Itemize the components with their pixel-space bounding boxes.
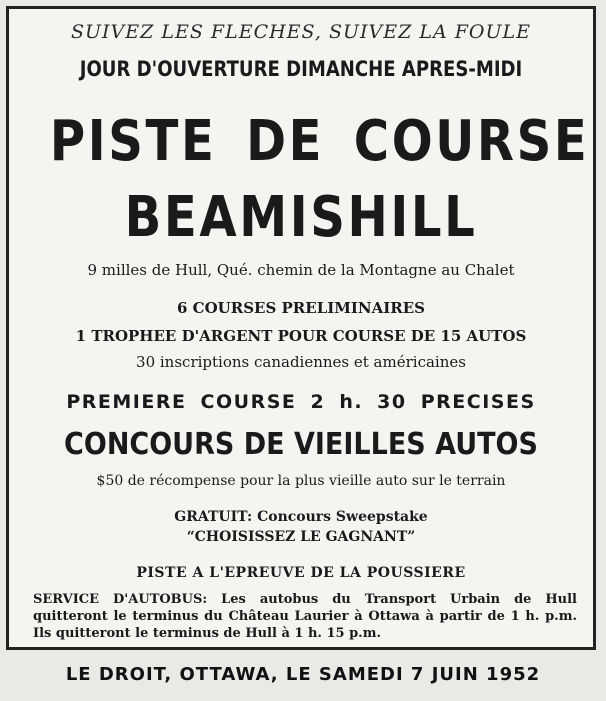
dust-proof-line: PISTE A L'EPREUVE DE LA POUSSIERE bbox=[136, 565, 466, 581]
distance-line: 9 milles de Hull, Qué. chemin de la Montagne au Chalet bbox=[87, 261, 515, 279]
sweepstake-line: GRATUIT: Concours Sweepstake bbox=[174, 509, 428, 525]
title-line-2: BEAMISHILL bbox=[124, 185, 478, 250]
preliminary-races-line: 6 COURSES PRELIMINAIRES bbox=[177, 299, 425, 317]
advertisement-box bbox=[6, 6, 596, 650]
source-caption: LE DROIT, OTTAWA, LE SAMEDI 7 JUIN 1952 bbox=[65, 664, 541, 685]
entries-line: 30 inscriptions canadiennes et américaines bbox=[136, 353, 466, 371]
bus-service-paragraph: SERVICE D'AUTOBUS: Les autobus du Transport Urbain de Hull quitteront le terminus du Château Laurier à Ottawa à partir de 1 h. p.m. Ils quitteront le terminus de Hull à 1 h. 15 p.m. bbox=[33, 592, 577, 641]
contest-heading: CONCOURS DE VIEILLES AUTOS bbox=[64, 427, 538, 462]
opening-day-heading: JOUR D'OUVERTURE DIMANCHE APRES-MIDI bbox=[79, 57, 523, 81]
trophy-line: 1 TROPHEE D'ARGENT POUR COURSE DE 15 AUTOS bbox=[75, 327, 527, 345]
slogan: SUIVEZ LES FLECHES, SUIVEZ LA FOULE bbox=[71, 21, 531, 43]
first-race-line: PREMIERE COURSE 2 h. 30 PRECISES bbox=[66, 391, 536, 413]
title-line-1: PISTE DE COURSE bbox=[49, 109, 590, 174]
pick-winner-line: “CHOISISSEZ LE GAGNANT” bbox=[186, 529, 416, 545]
reward-line: $50 de récompense pour la plus vieille auto sur le terrain bbox=[96, 473, 506, 489]
